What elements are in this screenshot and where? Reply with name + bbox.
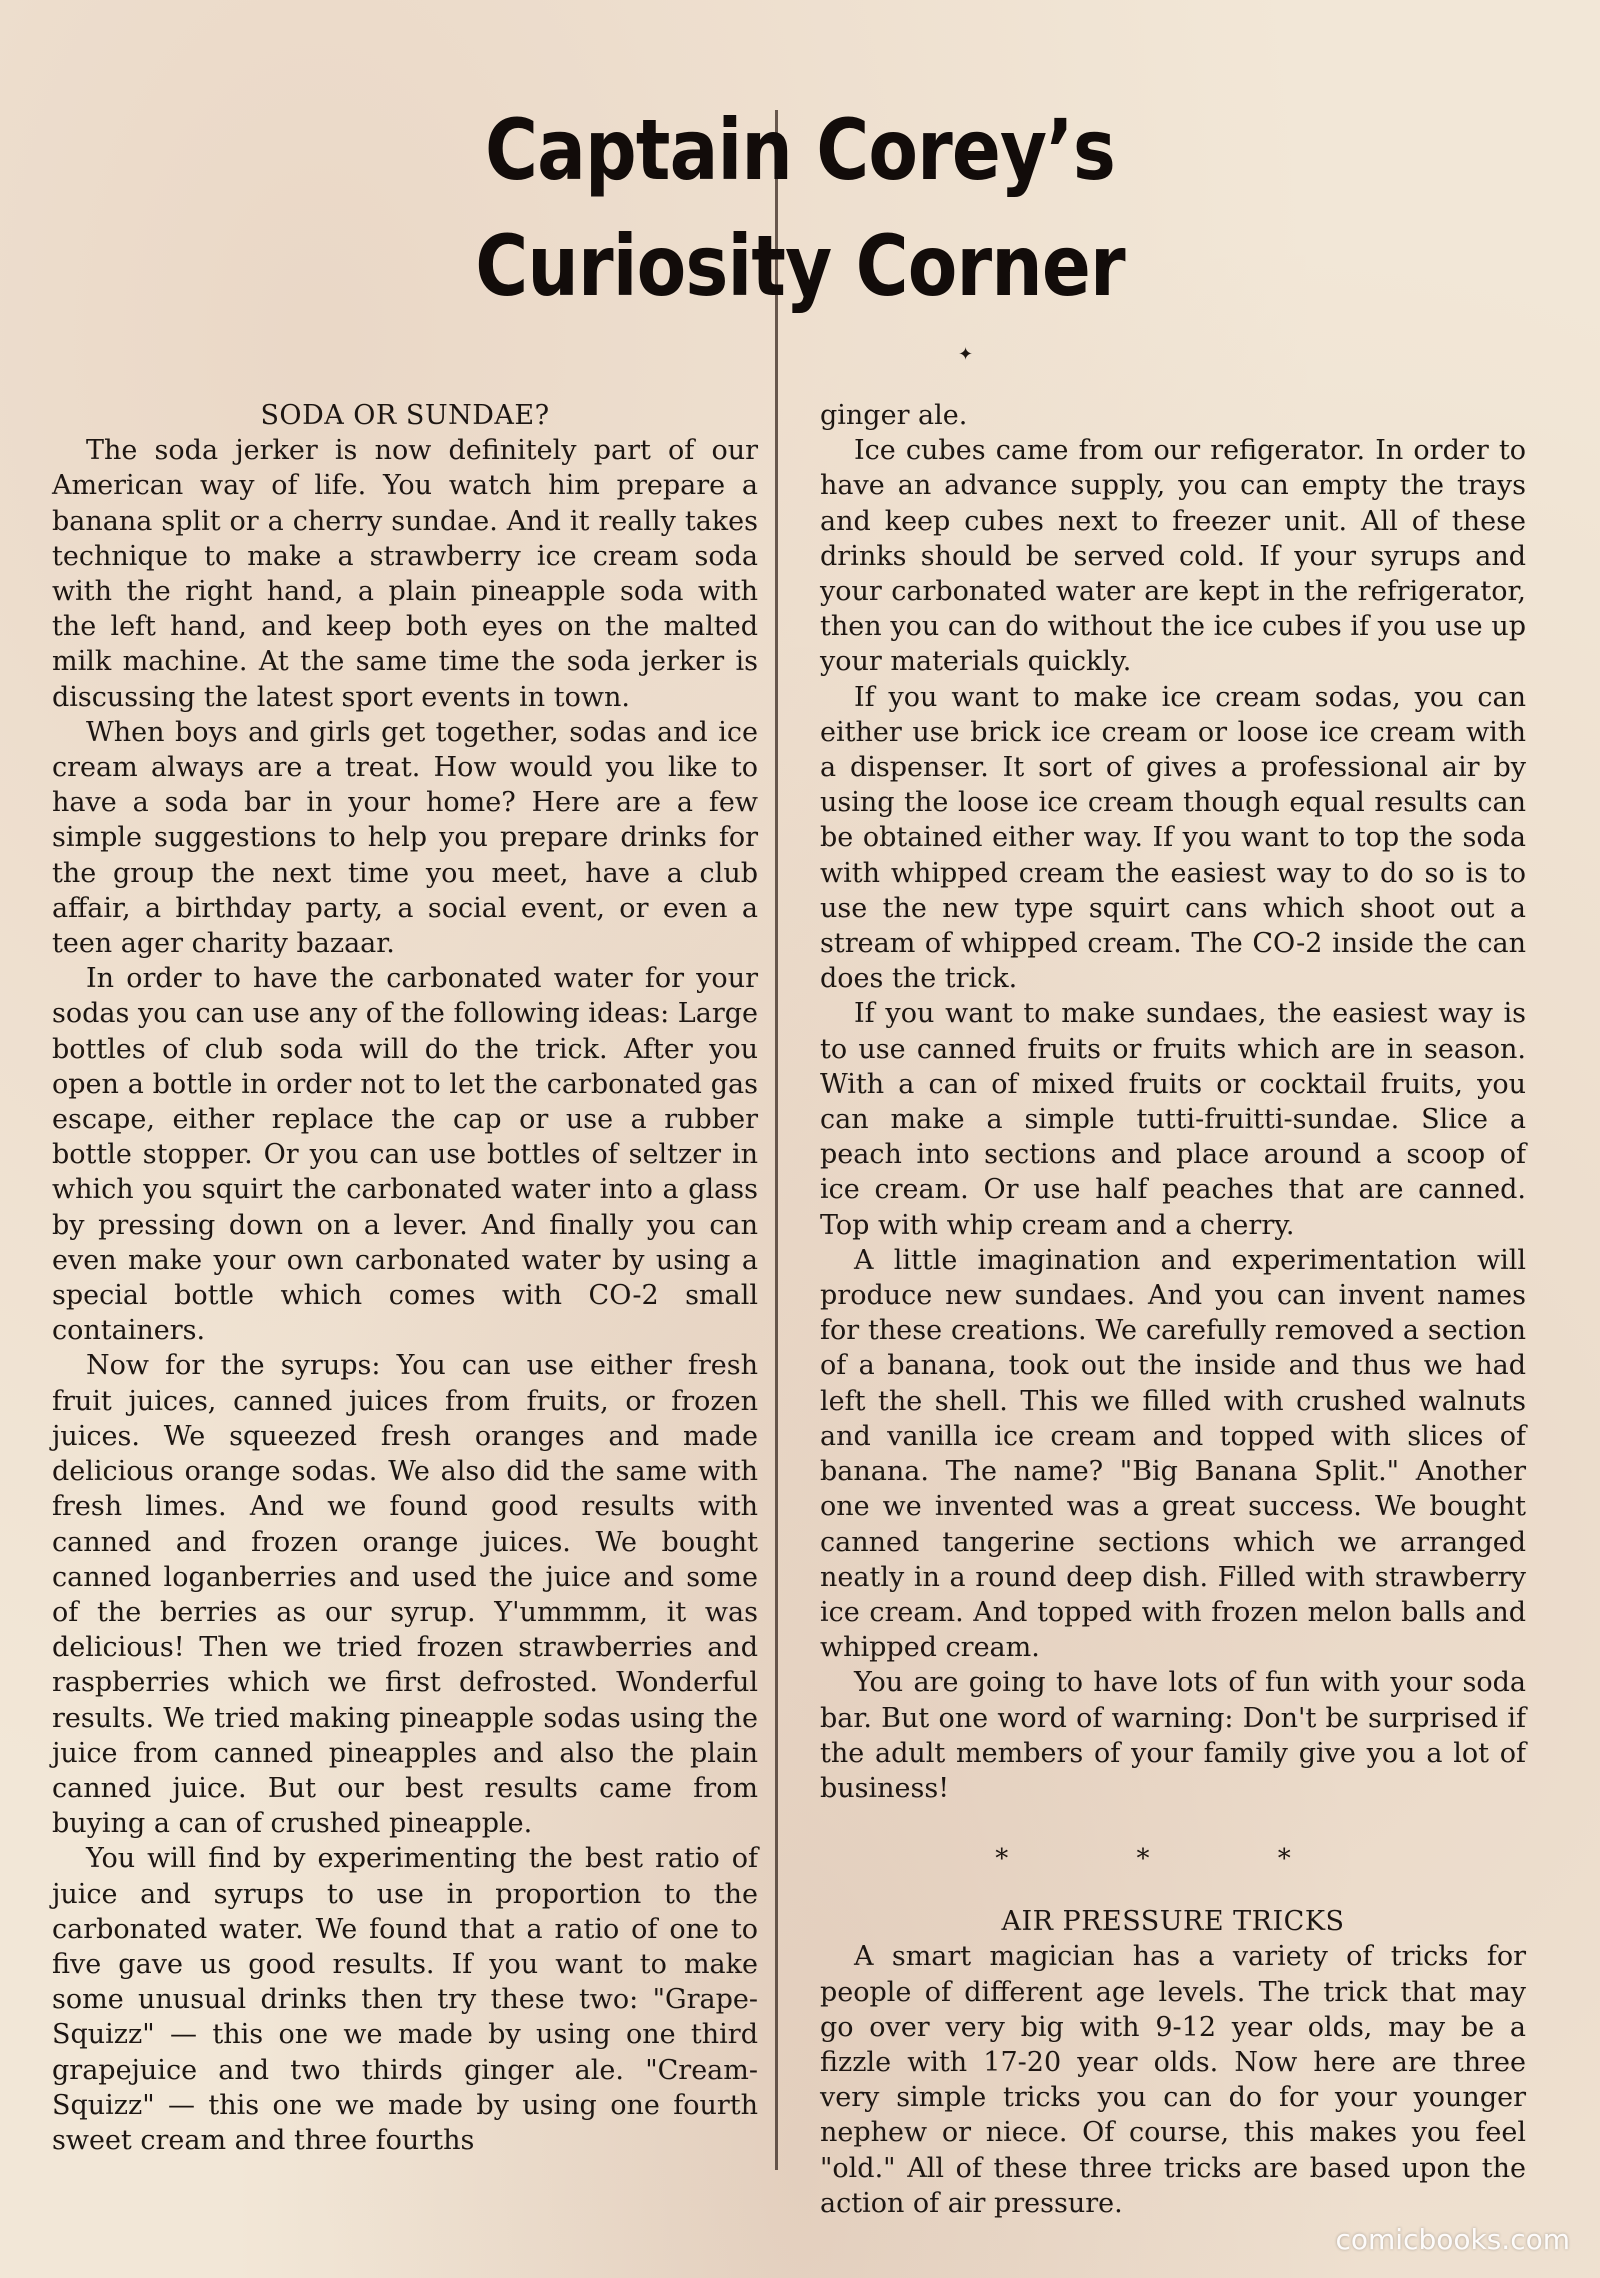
paragraph: You will find by experimenting the best ratio of juice and syrups to use in proportion to the carbonated water. We found that a ratio of one to five gave us good results. If you want to make some unusual drinks then try these two: "Grape-Squizz" — this one we made by using one third grapejuice and two thirds ginger ale. "Cream-Squizz" — this one we made by using one fourth sweet cream and three fourths <box>52 1843 758 2156</box>
paragraph: In order to have the carbonated water for your sodas you can use any of the following ideas: Large bottles of club soda will do the trick. After you open a bottle in order not to let the carbonated gas escape, either replace the cap or use a rubber bottle stopper. Or you can use bottles of seltzer in which you squirt the carbonated water into a glass by pressing down on a lever. And finally you can even make your own carbonated water by using a special bottle which comes with CO-2 small containers. <box>52 963 758 1347</box>
paragraph: If you want to make sundaes, the easiest way is to use canned fruits or fruits which are in season. With a can of mixed fruits or cocktail fruits, you can make a simple tutti-fruitti-sundae. Slice a peach into sections and place around a scoop of ice cream. Or use half peaches that are canned. Top with whip cream and a cherry. <box>820 998 1526 1241</box>
section-divider-stars: * * * <box>995 1844 1351 1875</box>
section-heading-soda: SODA OR SUNDAE? <box>260 400 550 431</box>
paragraph: A little imagination and experimentation will produce new sundaes. And you can invent names for these creations. We carefully removed a section of a banana, took out the inside and thus we had left the shell. This we filled with crushed walnuts and vanilla ice cream and topped with slices of banana. The name? "Big Banana Split." Another one we invented was a great success. We bought canned tangerine sections which we arranged neatly in a round deep dish. Filled with strawberry ice cream. And topped with frozen melon balls and whipped cream. <box>820 1244 1526 1664</box>
paragraph: Now for the syrups: You can use either fresh fruit juices, canned juices from fruits, or frozen juices. We squeezed fresh oranges and made delicious orange sodas. We also did the same with fresh limes. And we found good results with canned and frozen orange juices. We bought canned loganberries and used the juice and some of the berries as our syrup. Y'ummmm, it was delicious! Then we tried frozen strawberries and raspberries which we first defrosted. Wonderful results. We tried making pineapple sodas using the juice from canned pineapples and also the plain canned juice. But our best results came from buying a can of crushed pineapple. <box>52 1350 758 1840</box>
paragraph: Ice cubes came from our refigerator. In order to have an advance supply, you can empty the trays and keep cubes next to freezer unit. All of these drinks should be served cold. If your syrups and your carbonated water are kept in the refrigerator, then you can do without the ice cubes if you use up your materials quickly. <box>820 435 1526 678</box>
paragraph-continuation: ginger ale. <box>820 400 968 431</box>
page-fold-line <box>775 110 778 2170</box>
watermark: comicbooks.com <box>1335 2223 1570 2256</box>
title-line-2: Curiosity Corner <box>475 217 1125 315</box>
title-line-1: Captain Corey’s <box>484 101 1116 199</box>
paragraph: If you want to make ice cream sodas, you can either use brick ice cream or loose ice cream with a dispenser. It sort of gives a professional air by using the loose ice cream though equal results can be obtained either way. If you want to top the soda with whipped cream the easiest way to do so is to use the new type squirt cans which shoot out a stream of whipped cream. The CO-2 inside the can does the trick. <box>820 681 1526 995</box>
paragraph: When boys and girls get together, sodas and ice cream always are a treat. How would you like to have a soda bar in your home? Here are a few simple suggestions to help you prepare drinks for the group the next time you meet, have a club affair, a birthday party, a social event, or even a teen ager charity bazaar. <box>52 716 758 960</box>
left-column <box>52 398 758 2158</box>
section-heading-air-pressure: AIR PRESSURE TRICKS <box>1001 1906 1345 1938</box>
paragraph: The soda jerker is now definitely part of our American way of life. You watch him prepare a banana split or a cherry sundae. And it really takes technique to make a strawberry ice cream soda with the right hand, a plain pineapple soda with the left hand, and keep both eyes on the malted milk machine. At the same time the soda jerker is discussing the latest sport events in town. <box>52 435 758 713</box>
page-title <box>370 92 1230 324</box>
ornament-icon: ✦ <box>958 344 974 365</box>
paragraph: A smart magician has a variety of tricks for people of different age levels. The trick that may go over very big with 9-12 year olds, may be a fizzle with 17-20 year olds. Now here are three very simple tricks you can do for your younger nephew or niece. Of course, this makes you feel "old." All of these three tricks are based upon the action of air pressure. <box>820 1941 1526 2219</box>
right-column <box>820 398 1526 2221</box>
paragraph: You are going to have lots of fun with your soda bar. But one word of warning: Don't be surprised if the adult members of your family give you a lot of business! <box>820 1667 1526 1804</box>
